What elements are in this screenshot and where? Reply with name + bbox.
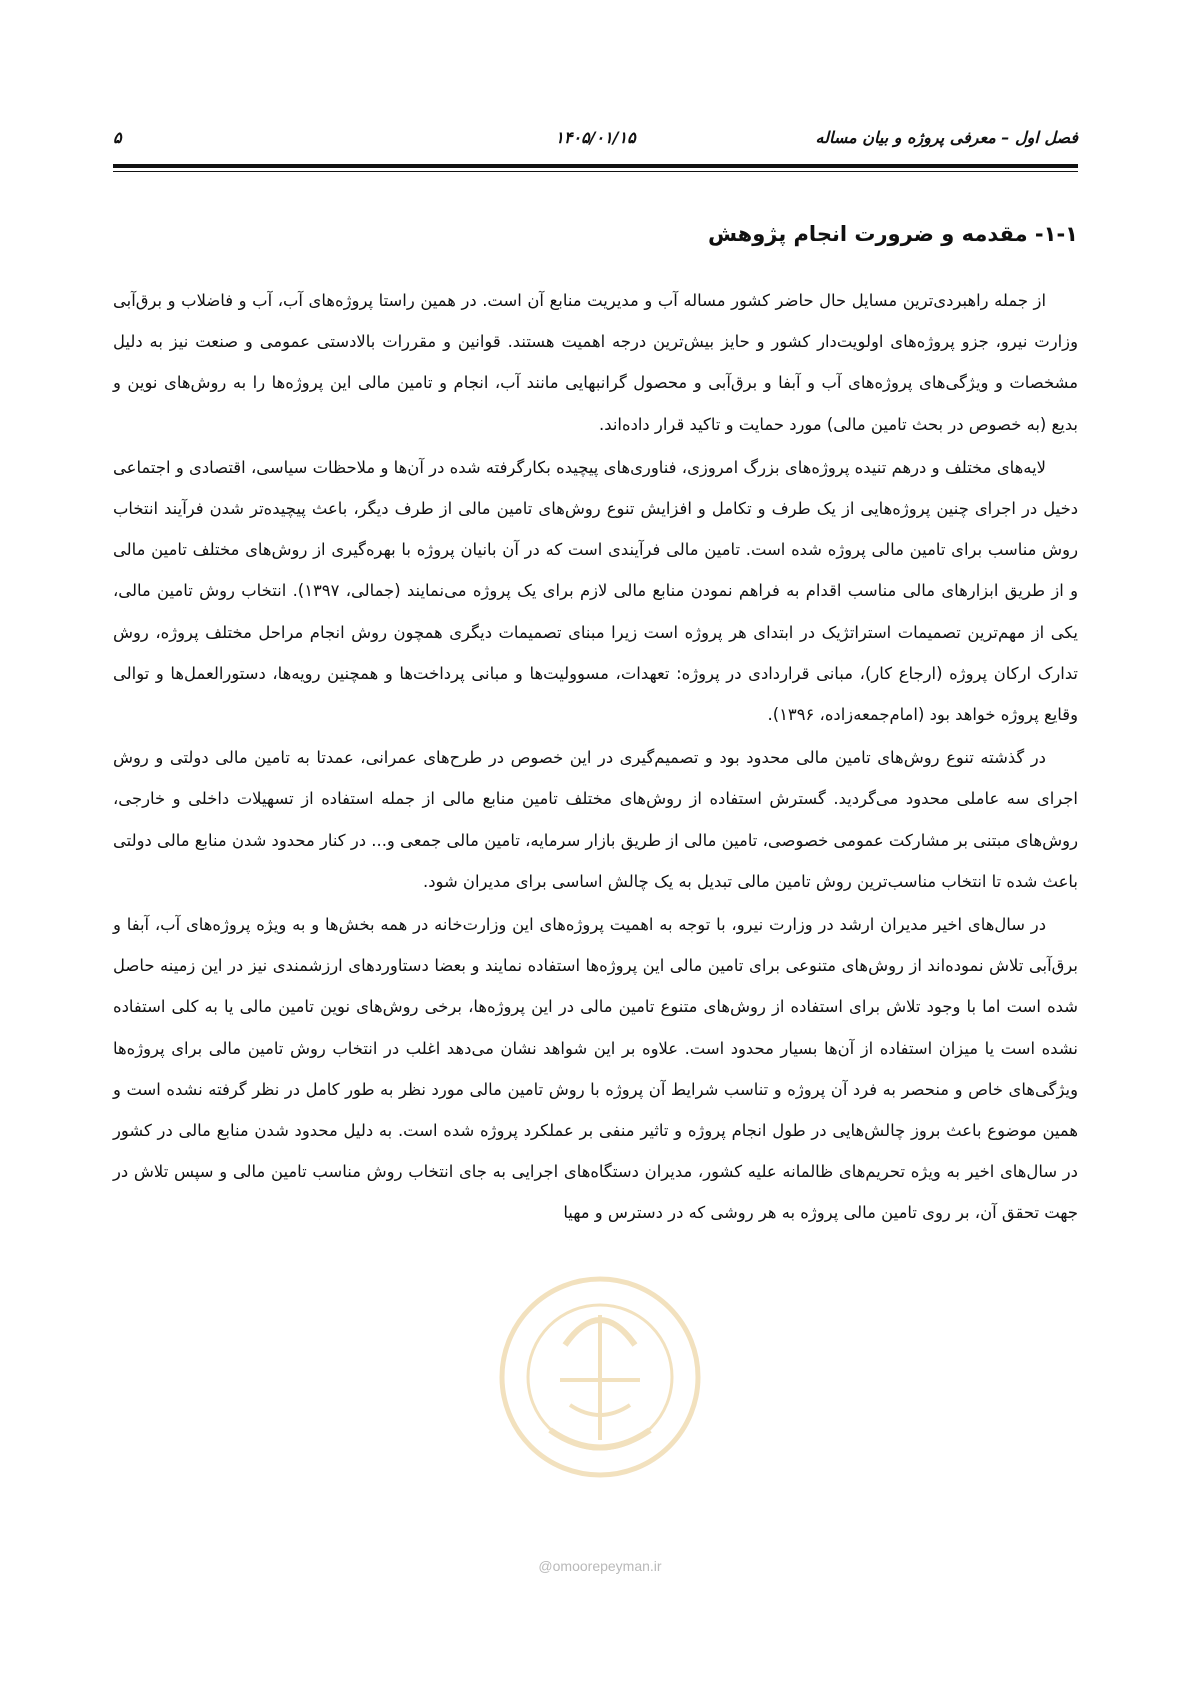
header-page-number: ۵ <box>113 128 122 147</box>
page-header <box>113 128 1078 162</box>
paragraph-2: لایه‌های مختلف و درهم تنیده پروژه‌های بزرگ امروزی، فناوری‌های پیچیده بکارگرفته شده در آن‌ها و ملاحظات سیاسی، اقتصادی و اجتماعی دخیل در اجرای چنین پروژه‌هایی از یک طرف و تکامل و افزایش تنوع روش‌های تامین مالی از طرف دیگر، باعث پیچیده‌تر شدن فرآیند انتخاب روش مناسب برای تامین مالی پروژه شده است. تامین مالی فرآیندی است که در آن بانیان پروژه با بهره‌گیری از روش‌های مختلف تامین مالی و از طریق ابزارهای مالی مناسب اقدام به فراهم نمودن منابع مالی لازم برای یک پروژه می‌نمایند (جمالی، ۱۳۹۷). انتخاب روش تامین مالی، یکی از مهم‌ترین تصمیمات استراتژیک در ابتدای هر پروژه است زیرا مبنای تصمیمات دیگری همچون روش انجام مراحل مختلف پروژه، روش تدارک ارکان پروژه (ارجاع کار)، مبانی قراردادی در پروژه: تعهدات، مسوولیت‌ها و مبانی پرداخت‌ها و همچنین رویه‌ها، دستورالعمل‌ها و توالی وقایع پروژه خواهد بود (امام‌جمعه‌زاده، ۱۳۹۶). <box>113 457 1079 725</box>
section-heading: ۱-۱- مقدمه و ضرورت انجام پژوهش <box>707 222 1078 246</box>
paragraph-1: از جمله راهبردی‌ترین مسایل حال حاضر کشور مساله آب و مدیریت منابع آن است. در همین راستا پروژه‌های آب، آب و فاضلاب و برق‌آبی وزارت نیرو، جزو پروژه‌های اولویت‌دار کشور و حایز بیش‌ترین درجه اهمیت هستند. قوانین و مقررات بالادستی عمومی و صنعت نیز به دلیل مشخصات و ویژگی‌های پروژه‌های آب و آبفا و برق‌آبی و محصول گرانبهایی مانند آب، انجام و تامین مالی این پروژه‌ها را به روش‌های نوین و بدیع (به خصوص در بحث تامین مالی) مورد حمایت و تاکید قرار داده‌اند. <box>113 291 1078 434</box>
header-chapter-title: فصل اول – معرفی پروژه و بیان مساله <box>815 128 1078 147</box>
watermark-seal-logo <box>480 1255 720 1505</box>
watermark-url: @omoorepeyman.ir <box>538 1558 662 1574</box>
header-date: ۱۴۰۵/۰۱/۱۵ <box>555 128 636 147</box>
paragraph-4: در سال‌های اخیر مدیران ارشد در وزارت نیرو، با توجه به اهمیت پروژه‌های این وزارت‌خانه در همه بخش‌ها و به ویژه پروژه‌های آب، آبفا و برق‌آبی تلاش نموده‌اند از روش‌های متنوعی برای تامین مالی این پروژه‌ها استفاده نمایند و بعضا دستاوردهای ارزشمندی نیز در این زمینه حاصل شده است اما با وجود تلاش برای استفاده از روش‌های متنوع تامین مالی در این پروژه‌ها، برخی روش‌های نوین تامین مالی یا به کلی استفاده نشده است یا میزان استفاده از آن‌ها بسیار محدود است. علاوه بر این شواهد نشان می‌دهد اغلب در انتخاب روش تامین مالی برای پروژه‌ها ویژگی‌های خاص و منحصر به فرد آن پروژه و تناسب شرایط آن پروژه با روش تامین مالی مورد نظر به طور کامل در نظر گرفته نشده است و همین موضوع باعث بروز چالش‌هایی در طول انجام پروژه و تاثیر منفی بر عملکرد پروژه شده است. به دلیل محدود شدن منابع مالی در کشور در سال‌های اخیر به ویژه تحریم‌های ظالمانه علیه کشور، مدیران دستگاه‌های اجرایی به جای انتخاب روش مناسب تامین مالی و سپس تلاش در جهت تحقق آن، بر روی تامین مالی پروژه به هر روشی که در دسترس و مهیا <box>113 915 1078 1223</box>
section-body <box>113 280 1078 1236</box>
header-rule-thick <box>113 164 1078 168</box>
header-rule-thin <box>113 171 1078 172</box>
paragraph-3: در گذشته تنوع روش‌های تامین مالی محدود بود و تصمیم‌گیری در این خصوص در طرح‌های عمرانی، عمدتا به تامین مالی دولتی و روش اجرای سه عاملی محدود می‌گردید. گسترش استفاده از روش‌های مختلف تامین منابع مالی از جمله استفاده از تسهیلات داخلی و خارجی، روش‌های مبتنی بر مشارکت عمومی خصوصی، تامین مالی از طریق بازار سرمایه، تامین مالی جمعی و... در کنار محدود شدن منابع مالی دولتی باعث شده تا انتخاب مناسب‌ترین روش تامین مالی تبدیل به یک چالش اساسی برای مدیران شود. <box>113 748 1078 891</box>
